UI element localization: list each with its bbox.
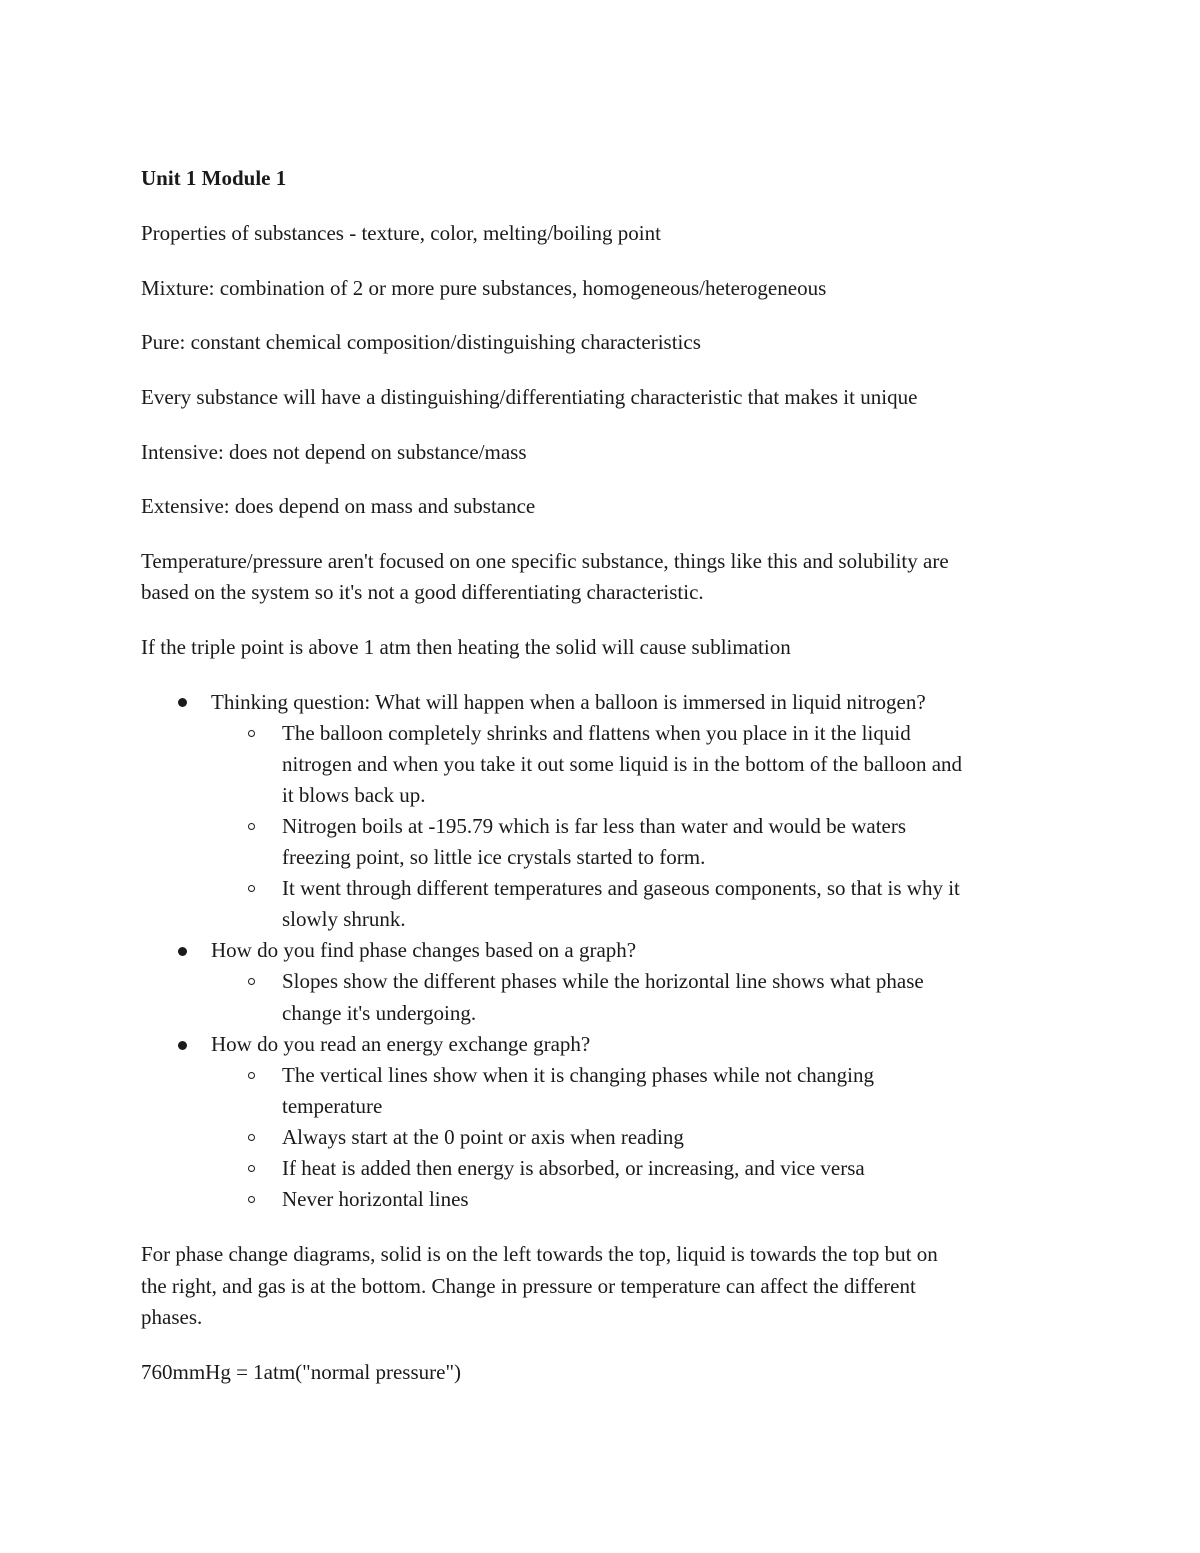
sub-item-temperatures-line-2: slowly shrunk. [282, 907, 406, 931]
paragraph-intensive: Intensive: does not depend on substance/mass [141, 440, 527, 464]
bullet-dot [178, 698, 187, 707]
paragraph-phase-line-1: For phase change diagrams, solid is on the left towards the top, liquid is towards the top but on [141, 1242, 938, 1266]
paragraph-extensive: Extensive: does depend on mass and substance [141, 494, 536, 518]
paragraph-phase-line-2: the right, and gas is at the bottom. Change in pressure or temperature can affect the different [141, 1274, 916, 1298]
sub-item-slopes-line-2: change it's undergoing. [282, 1001, 477, 1025]
sub-item-balloon-line-2: nitrogen and when you take it out some liquid is in the bottom of the balloon and [282, 752, 963, 776]
sub-item-heat-added: If heat is added then energy is absorbed, or increasing, and vice versa [282, 1156, 865, 1180]
sub-bullet-circle [248, 1196, 255, 1203]
bullet-dot [178, 947, 187, 956]
sub-bullet-circle [248, 885, 255, 892]
paragraph-temperature-line-2: based on the system so it's not a good differentiating characteristic. [141, 580, 704, 604]
paragraph-properties: Properties of substances - texture, color, melting/boiling point [141, 221, 661, 245]
list-item-energy-exchange: How do you read an energy exchange graph? [211, 1032, 591, 1056]
paragraph-phase-line-3: phases. [141, 1305, 203, 1329]
sub-bullet-circle [248, 730, 255, 737]
sub-bullet-circle [248, 1134, 255, 1141]
sub-item-balloon-line-3: it blows back up. [282, 783, 426, 807]
sub-item-vertical-lines-line-1: The vertical lines show when it is changing phases while not changing [282, 1063, 874, 1087]
paragraph-mixture: Mixture: combination of 2 or more pure substances, homogeneous/heterogeneous [141, 276, 827, 300]
sub-item-vertical-lines-line-2: temperature [282, 1094, 383, 1118]
sub-bullet-circle [248, 1165, 255, 1172]
paragraph-pure: Pure: constant chemical composition/distinguishing characteristics [141, 330, 701, 354]
list-item-phase-changes: How do you find phase changes based on a graph? [211, 938, 637, 962]
sub-bullet-circle [248, 1072, 255, 1079]
sub-item-balloon-line-1: The balloon completely shrinks and flattens when you place in it the liquid [282, 721, 911, 745]
sub-bullet-circle [248, 823, 255, 830]
list-item-thinking-question: Thinking question: What will happen when a balloon is immersed in liquid nitrogen? [211, 690, 926, 714]
sub-item-temperatures-line-1: It went through different temperatures and gaseous components, so that is why it [282, 876, 960, 900]
sub-item-start-zero: Always start at the 0 point or axis when reading [282, 1125, 684, 1149]
sub-bullet-circle [248, 978, 255, 985]
paragraph-temperature-line-1: Temperature/pressure aren't focused on one specific substance, things like this and solubility are [141, 549, 949, 573]
bullet-dot [178, 1041, 187, 1050]
sub-item-nitrogen-line-2: freezing point, so little ice crystals started to form. [282, 845, 706, 869]
sub-item-slopes-line-1: Slopes show the different phases while the horizontal line shows what phase [282, 969, 924, 993]
sub-item-nitrogen-line-1: Nitrogen boils at -195.79 which is far less than water and would be waters [282, 814, 907, 838]
document-title: Unit 1 Module 1 [141, 166, 287, 190]
paragraph-every-substance: Every substance will have a distinguishing/differentiating characteristic that makes it unique [141, 385, 918, 409]
paragraph-triple-point: If the triple point is above 1 atm then heating the solid will cause sublimation [141, 635, 791, 659]
sub-item-never-horizontal: Never horizontal lines [282, 1187, 469, 1211]
paragraph-pressure: 760mmHg = 1atm("normal pressure") [141, 1360, 462, 1384]
